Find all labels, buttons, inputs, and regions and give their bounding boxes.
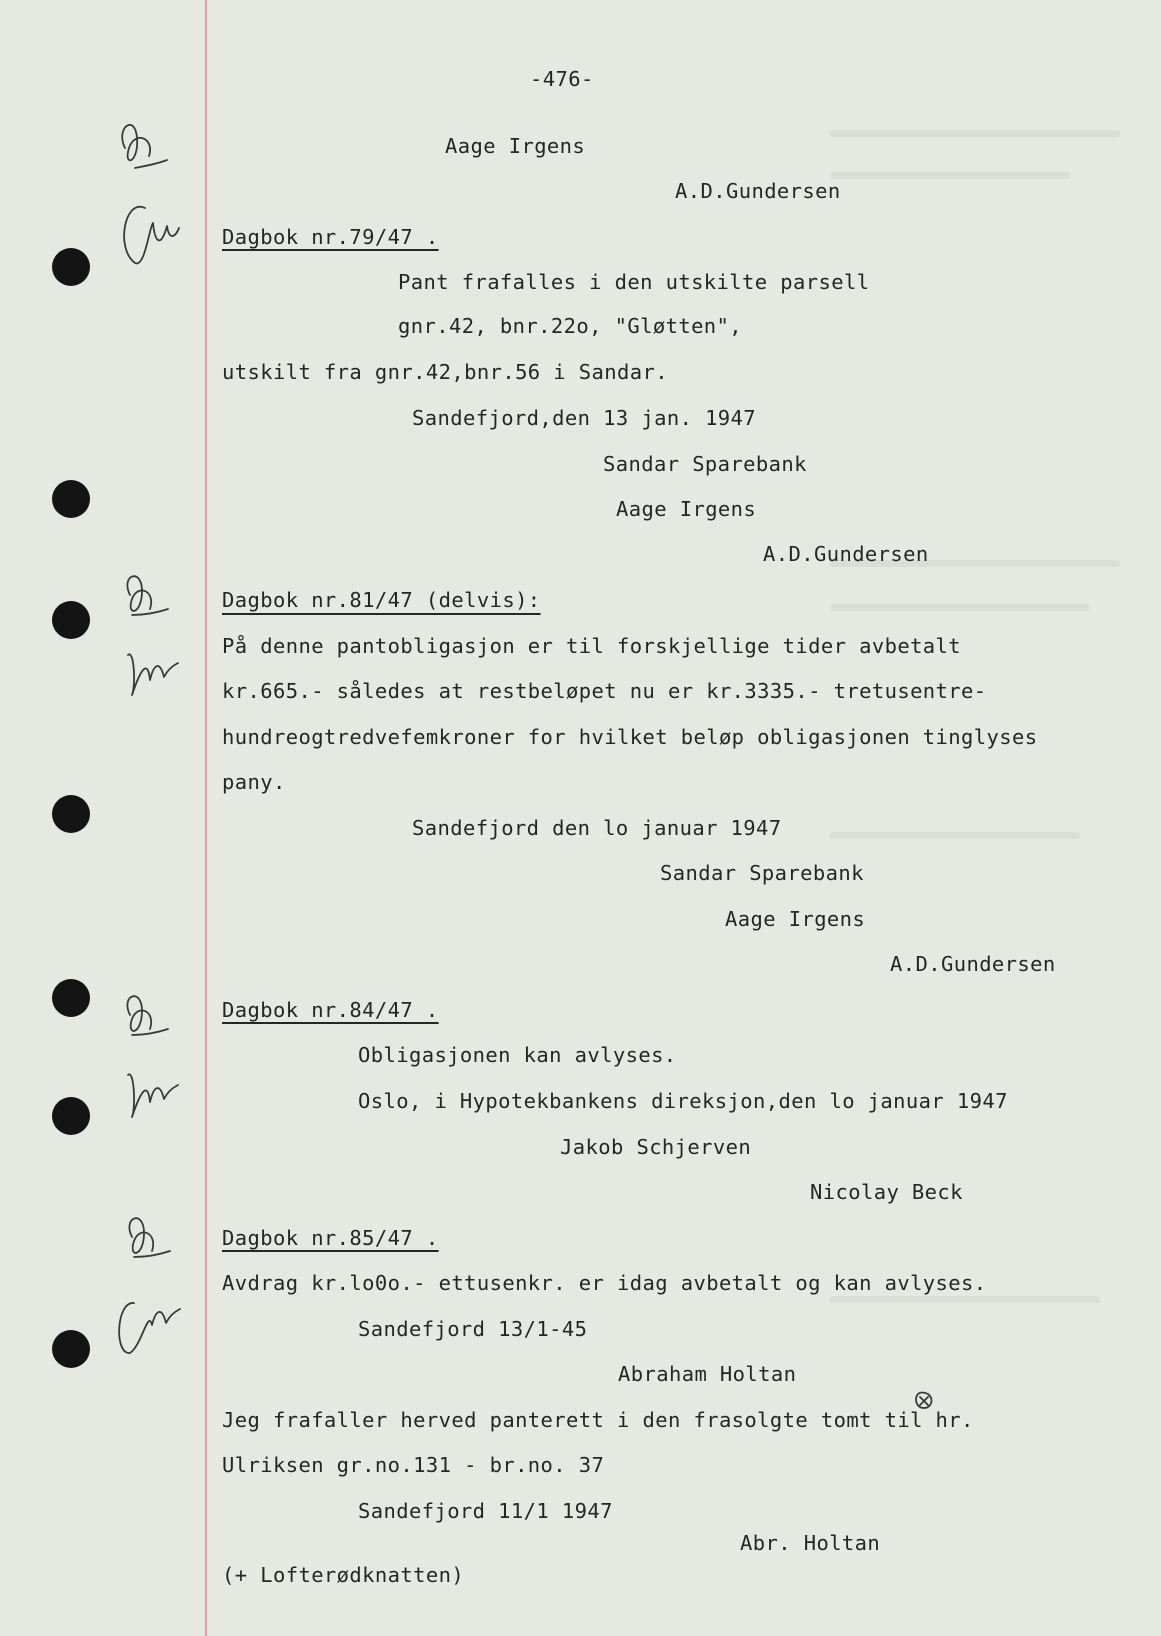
initials-mark: [105, 108, 185, 278]
signature-name: A.D.Gundersen: [675, 179, 841, 203]
place-date: Sandefjord 13/1-45: [358, 1317, 588, 1341]
entry-text-line: Ulriksen gr.no.131 - br.no. 37: [222, 1453, 605, 1477]
signature-name: Aage Irgens: [445, 134, 586, 158]
signature-name: A.D.Gundersen: [763, 542, 929, 566]
signature-name: Nicolay Beck: [810, 1180, 963, 1204]
signature-name: Abr. Holtan: [740, 1531, 881, 1555]
punch-hole: [52, 795, 90, 833]
entry-text-line: pany.: [222, 770, 286, 794]
entry-heading: Dagbok nr.84/47 .: [222, 998, 439, 1022]
entry-text-line: Obligasjonen kan avlyses.: [358, 1043, 677, 1067]
bank-name: Sandar Sparebank: [660, 861, 864, 885]
entry-heading: Dagbok nr.79/47 .: [222, 225, 439, 249]
punch-hole: [52, 480, 90, 518]
punch-hole: [52, 979, 90, 1017]
footnote: (+ Lofterødknatten): [222, 1563, 465, 1587]
place-date: Sandefjord,den 13 jan. 1947: [412, 406, 757, 430]
entry-text-line: kr.665.- således at restbeløpet nu er kr.3335.- tretusentre-: [222, 679, 987, 703]
bleed-through-line: [830, 832, 1080, 839]
signature-name: A.D.Gundersen: [890, 952, 1056, 976]
place-date: Sandefjord 11/1 1947: [358, 1499, 613, 1523]
signature-name: Jakob Schjerven: [560, 1135, 752, 1159]
entry-text-line: Oslo, i Hypotekbankens direksjon,den lo januar 1947: [358, 1089, 1008, 1113]
insertion-mark: [912, 1390, 936, 1412]
entry-text-line: hundreogtredvefemkroner for hvilket beløp obligasjonen tinglyses: [222, 725, 1038, 749]
entry-text-line: gnr.42, bnr.22o, "Gløtten",: [398, 314, 743, 338]
punch-hole: [52, 1097, 90, 1135]
entry-text-line: På denne pantobligasjon er til forskjellige tider avbetalt: [222, 634, 962, 658]
page-number: -476-: [530, 67, 594, 91]
bank-name: Sandar Sparebank: [603, 452, 807, 476]
initials-mark: [108, 1205, 188, 1365]
punch-hole: [52, 1330, 90, 1368]
entry-heading: Dagbok nr.81/47 (delvis):: [222, 588, 541, 612]
signature-name: Aage Irgens: [725, 907, 866, 931]
entry-text-line: Jeg frafaller herved panterett i den frasolgte tomt til hr.: [222, 1408, 974, 1432]
entry-text-line: Avdrag kr.lo0o.- ettusenkr. er idag avbetalt og kan avlyses.: [222, 1271, 987, 1295]
place-date: Sandefjord den lo januar 1947: [412, 816, 782, 840]
bleed-through-line: [830, 172, 1070, 179]
entry-text-line: Pant frafalles i den utskilte parsell: [398, 270, 870, 294]
punch-hole: [52, 601, 90, 639]
bleed-through-line: [830, 1296, 1100, 1303]
entry-text-line: utskilt fra gnr.42,bnr.56 i Sandar.: [222, 360, 668, 384]
initials-mark: [108, 565, 188, 715]
signature-name: Abraham Holtan: [618, 1362, 797, 1386]
bleed-through-line: [830, 604, 1090, 611]
signature-name: Aage Irgens: [616, 497, 757, 521]
entry-heading: Dagbok nr.85/47 .: [222, 1226, 439, 1250]
punch-hole: [52, 248, 90, 286]
initials-mark: [108, 985, 188, 1135]
margin-rule: [205, 0, 207, 1636]
bleed-through-line: [830, 130, 1120, 137]
